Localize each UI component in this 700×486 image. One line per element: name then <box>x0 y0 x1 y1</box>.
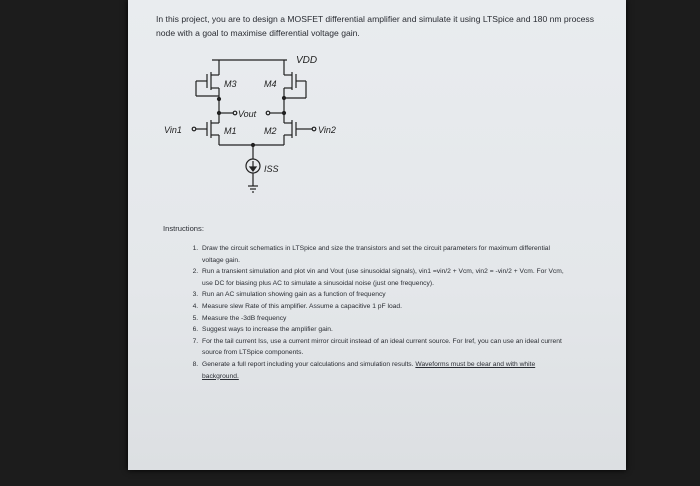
vin2-label: Vin2 <box>318 125 336 135</box>
list-item: 1. Draw the circuit schematics in LTSpice and size the transistors and set the circuit parameters for maximum differential voltage gain. <box>200 243 570 266</box>
list-item: 3. Run an AC simulation showing gain as a function of frequency <box>200 289 570 301</box>
instructions-list <box>182 243 570 382</box>
svg-text:M1: M1 <box>224 126 237 136</box>
transistor-m1 <box>192 120 219 145</box>
transistor-m3 <box>196 60 219 99</box>
list-item: 7. For the tail current Iss, use a current mirror circuit instead of an ideal current source. For Iref, you can use an ideal current source from LTSpice components. <box>200 336 570 359</box>
list-item: 4. Measure slew Rate of this amplifier. Assume a capacitive 1 pF load. <box>200 301 570 313</box>
svg-text:ISS: ISS <box>264 164 279 174</box>
list-item <box>200 359 570 382</box>
item8-underlined-text: Waveforms must be clear and with white background. <box>202 360 536 380</box>
vdd-label: VDD <box>296 55 318 66</box>
list-item: 5. Measure the -3dB frequency <box>200 313 570 325</box>
transistor-m2 <box>284 120 316 145</box>
item8-text: Generate a full report including your calculations and simulation results. <box>202 360 416 368</box>
svg-text:M4: M4 <box>264 79 277 89</box>
svg-text:M3: M3 <box>224 79 237 89</box>
instructions-heading: Instructions: <box>163 224 204 233</box>
intro-paragraph: In this project, you are to design a MOSFET differential amplifier and simulate it using LTSpice and 180 nm process node with a goal to maximise differential voltage gain. <box>156 14 595 38</box>
vout-label: Vout <box>238 109 257 119</box>
ground-icon <box>248 186 258 192</box>
list-item: 2. Run a transient simulation and plot vin and Vout (use sinusoidal signals), vin1 =vin/2 + Vcm, vin2 = -vin/2 + Vcm. For Vcm, use DC for biasing plus AC to simulate a sinusoidal noise (just one frequency). <box>200 266 570 289</box>
vin1-label: Vin1 <box>164 125 182 135</box>
list-item: 6. Suggest ways to increase the amplifier gain. <box>200 324 570 336</box>
svg-text:M2: M2 <box>264 126 277 136</box>
